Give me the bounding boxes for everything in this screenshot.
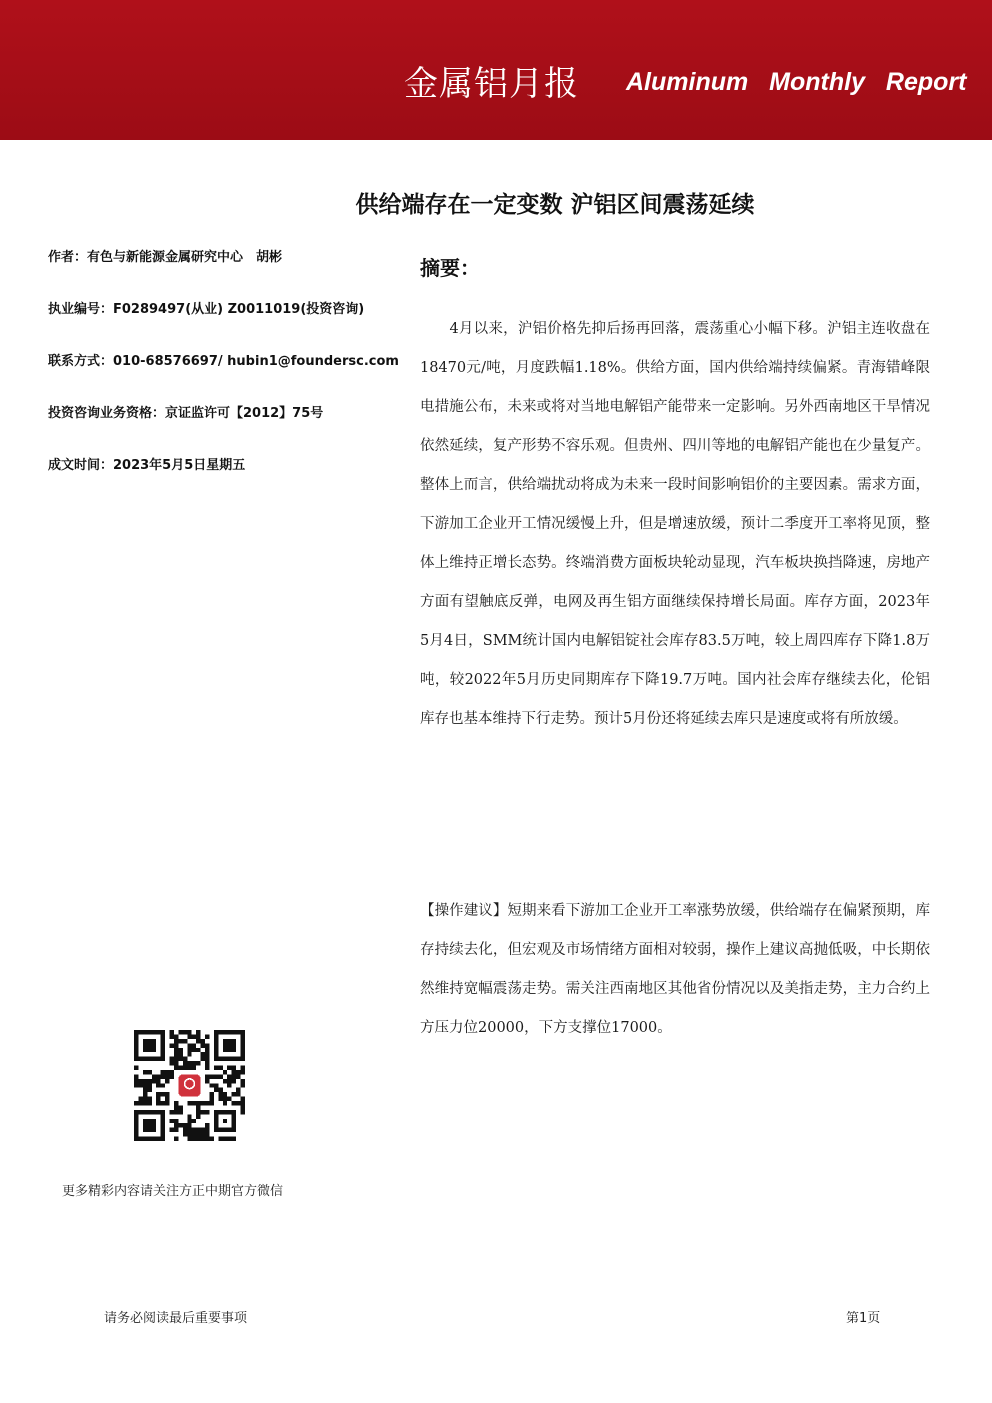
header-title-en: Aluminum Monthly Report xyxy=(626,68,967,96)
page-number: 第1页 xyxy=(846,1311,881,1326)
advice-paragraph: 【操作建议】短期来看下游加工企业开工率涨势放缓，供给端存在偏紧预期，库存持续去化，但宏观及市场情绪方面相对较弱，操作上建议高抛低吸，中长期依然维持宽幅震荡走势。需关注西南地区其他省份情况以及美指走势，主力合约上方压力位20000，下方支撑位17000。 xyxy=(420,903,930,1036)
author-line: 作者：有色与新能源金属研究中心 胡彬 xyxy=(48,250,283,265)
qr-caption: 更多精彩内容请关注方正中期官方微信 xyxy=(62,1184,284,1199)
license-line: 执业编号：F0289497(从业) Z0011019(投资咨询) xyxy=(48,302,365,317)
header-banner xyxy=(0,0,992,140)
qr-code xyxy=(134,1030,245,1141)
qr-logo xyxy=(178,1074,200,1096)
qualification-line: 投资咨询业务资格：京证监许可【2012】75号 xyxy=(48,406,324,421)
summary-paragraph: 4月以来，沪铝价格先抑后扬再回落，震荡重心小幅下移。沪铝主连收盘在18470元/吨，月度跌幅1.18%。供给方面，国内供给端持续偏紧。青海错峰限电措施公布，未来或将对当地电解铝产能带来一定影响。另外西南地区干旱情况依然延续，复产形势不容乐观。但贵州、四川等地的电解铝产能也在少量复产。整体上而言，供给端扰动将成为未来一段时间影响铝价的主要因素。需求方面，下游加工企业开工情况缓慢上升，但是增速放缓，预计二季度开工率将见顶，整体上维持正增长态势。终端消费方面板块轮动显现，汽车板块换挡降速，房地产方面有望触底反弹，电网及再生铝方面继续保持增长局面。库存方面，2023年5月4日，SMM统计国内电解铝锭社会库存83.5万吨，较上周四库存下降1.8万吨，较2022年5月历史同期库存下降19.7万吨。国内社会库存继续去化，伦铝库存也基本维持下行走势。预计5月份还将延续去库只是速度或将有所放缓。 xyxy=(420,321,930,727)
summary-heading: 摘要： xyxy=(420,256,480,280)
header-title-cn: 金属铝月报 xyxy=(404,64,579,104)
footer-notice: 请务必阅读最后重要事项 xyxy=(104,1311,248,1326)
report-title: 供给端存在一定变数 沪铝区间震荡延续 xyxy=(355,192,755,218)
date-line: 成文时间：2023年5月5日星期五 xyxy=(48,458,246,473)
contact-line: 联系方式：010-68576697/ hubin1@foundersc.com xyxy=(48,354,399,369)
author-info xyxy=(48,246,398,506)
